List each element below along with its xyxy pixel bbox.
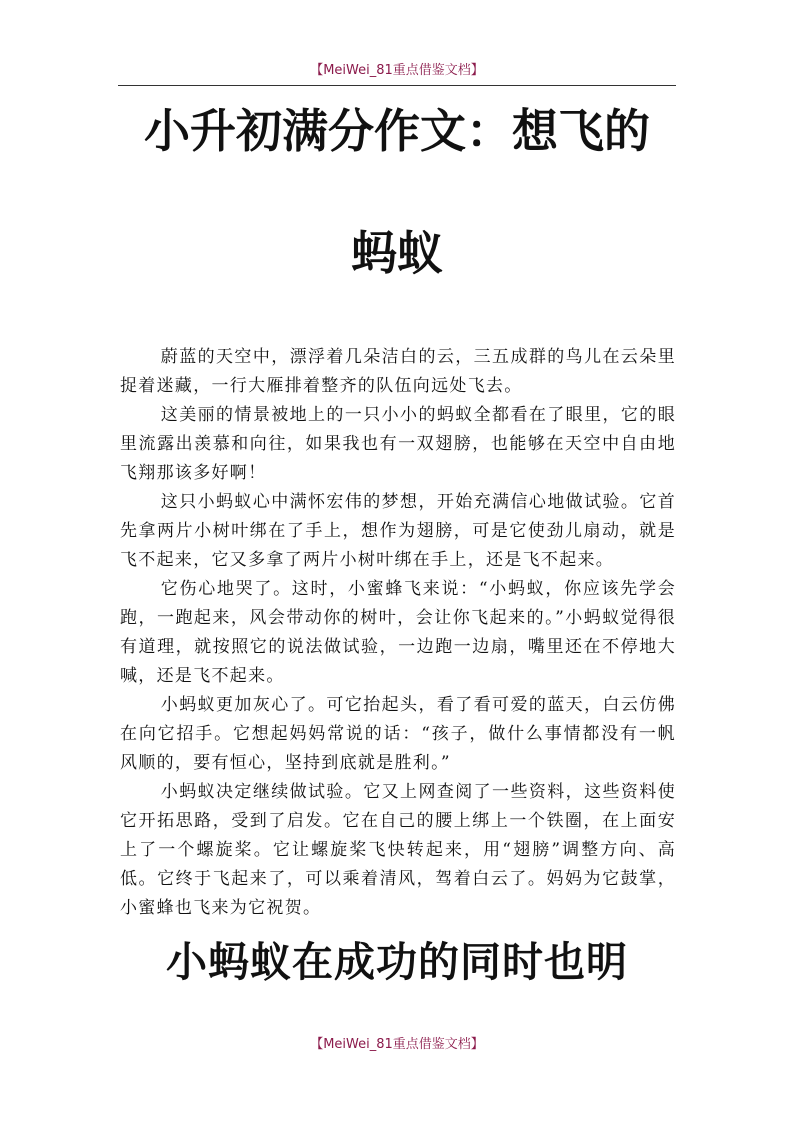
large-text-line: 小蚂蚁在成功的同时也明 <box>166 938 628 986</box>
paragraph-2: 这美丽的情景被地上的一只小小的蚂蚁全都看在了眼里，它的眼里流露出羡慕和向往，如果我也有一双翅膀，也能够在天空中自由地飞翔那该多好啊！ <box>120 405 676 483</box>
paragraph-3: 这只小蚂蚁心中满怀宏伟的梦想，开始充满信心地做试验。它首先拿两片小树叶绑在了手上，想作为翅膀，可是它使劲儿扇动，就是飞不起来，它又多拿了两片小树叶绑在手上，还是飞不起来。 <box>120 492 676 570</box>
paragraph-1: 蔚蓝的天空中，漂浮着几朵洁白的云，三五成群的鸟儿在云朵里捉着迷藏，一行大雁排着整齐的队伍向远处飞去。 <box>120 347 676 396</box>
page-header: 【MeiWei_81重点借鉴文档】 <box>310 63 484 78</box>
paragraph-6: 小蚂蚁决定继续做试验。它又上网查阅了一些资料，这些资料使它开拓思路，受到了启发。它在自己的腰上绑上一个铁圈，在上面安上了一个螺旋桨。它让螺旋桨飞快转起来，用“翅膀”调整方向、高低。它终于飞起来了，可以乘着清风，驾着白云了。妈妈为它鼓掌，小蜜蜂也飞来为它祝贺。 <box>120 782 676 918</box>
document-title-line-2: 蚂蚁 <box>351 226 443 280</box>
header-divider <box>118 85 676 86</box>
essay-body <box>120 343 676 923</box>
paragraph-5: 小蚂蚁更加灰心了。可它抬起头，看了看可爱的蓝天，白云仿佛在向它招手。它想起妈妈常说的话：“孩子，做什么事情都没有一帆风顺的，要有恒心，坚持到底就是胜利。” <box>120 695 676 773</box>
paragraph-4: 它伤心地哭了。这时，小蜜蜂飞来说：“小蚂蚁，你应该先学会跑，一跑起来，风会带动你的树叶，会让你飞起来的。”小蚂蚁觉得很有道理，就按照它的说法做试验，一边跑一边扇，嘴里还在不停地大喊，还是飞不起来。 <box>120 579 676 686</box>
document-title-line-1: 小升初满分作文：想飞的 <box>144 104 650 158</box>
page-footer: 【MeiWei_81重点借鉴文档】 <box>310 1037 484 1052</box>
